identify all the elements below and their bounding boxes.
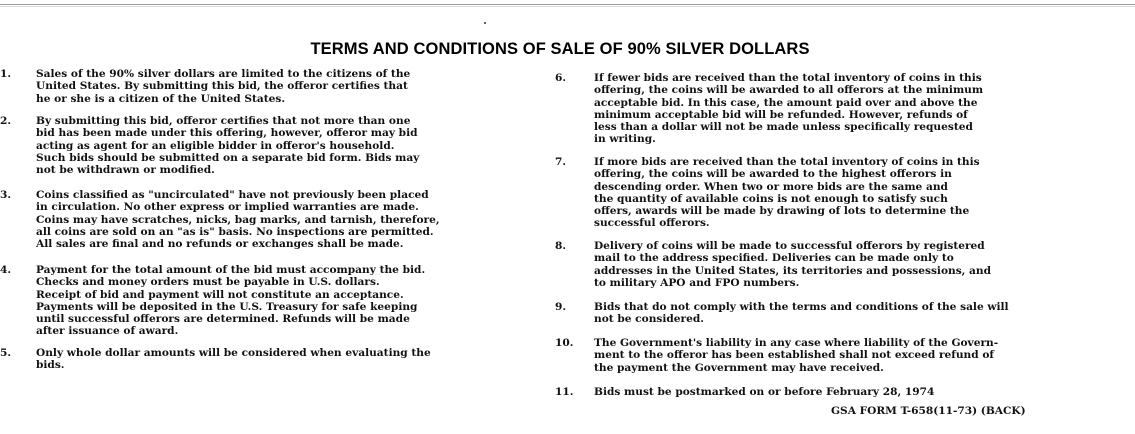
form-footer: GSA FORM T-658(11-73) (BACK) <box>831 405 1026 417</box>
top-rule <box>0 4 1135 5</box>
page-title: TERMS AND CONDITIONS OF SALE OF 90% SILVER DOLLARS <box>310 40 810 58</box>
term-text: Bids must be postmarked on or before February 28, 1974 <box>594 386 935 398</box>
term-text: By submitting this bid, offeror certifies that not more than one bid has been made under this offering, however, offeror may bid acting as agent for an eligible bidder in offeror's household. Such bids should be submitted on a separate bid form. Bids may not be withdrawn or modified. <box>36 115 420 177</box>
term-number: 3. <box>0 189 12 201</box>
term-number: 7. <box>555 156 567 168</box>
term-number: 9. <box>555 301 567 313</box>
term-number: 1. <box>0 68 12 80</box>
term-text: Bids that do not comply with the terms and conditions of the sale will not be considered. <box>594 301 1009 326</box>
term-number: 11. <box>555 386 574 398</box>
term-text: Payment for the total amount of the bid must accompany the bid. Checks and money orders must be payable in U.S. dollars. Receipt of bid and payment will not constitute an acceptance. Payments will be deposited in the U.S. Treasury for safe keeping until successful offerors are determined. Refunds will be made after issuance of award. <box>36 264 426 338</box>
term-text: If fewer bids are received than the total inventory of coins in this offering, the coins will be awarded to all offerors at the minimum acceptable bid. In this case, the amount paid over and above the minimum acceptable bid will be refunded. However, refunds of less than a dollar will not be made unless specifically requested in writing. <box>594 72 984 146</box>
term-text: Sales of the 90% silver dollars are limited to the citizens of the United States. By submitting this bid, the offeror certifies that he or she is a citizen of the United States. <box>36 68 411 105</box>
term-number: 6. <box>555 72 567 84</box>
term-text: Delivery of coins will be made to successful offerors by registered mail to the address specified. Deliveries can be made only to addresses in the United States, its territories and possessions, and to military APO and FPO numbers. <box>594 240 992 289</box>
speck-mark <box>484 22 486 24</box>
term-text: Only whole dollar amounts will be considered when evaluating the bids. <box>36 347 431 372</box>
term-number: 8. <box>555 240 567 252</box>
term-text: If more bids are received than the total inventory of coins in this offering, the coins will be awarded to the highest offerors in descending order. When two or more bids are the same and the quantity of available coins is not enough to satisfy such offers, awards will be made by drawing of lots to determine the successful offerors. <box>594 156 980 230</box>
term-text: Coins classified as "uncirculated" have not previously been placed in circulation. No other express or implied warranties are made. Coins may have scratches, nicks, bag marks, and tarnish, therefore, all coins are sold on an "as is" basis. No inspections are permitted. All sales are final and no refunds or exchanges shall be made. <box>36 189 440 251</box>
term-text: The Government's liability in any case where liability of the Govern- ment to the offeror has been established shall not exceed refund of the payment the Government may have received. <box>594 337 999 374</box>
term-number: 2. <box>0 115 12 127</box>
term-number: 5. <box>0 347 12 359</box>
term-number: 4. <box>0 264 12 276</box>
top-rule-shadow <box>0 6 1135 7</box>
term-number: 10. <box>555 337 574 349</box>
